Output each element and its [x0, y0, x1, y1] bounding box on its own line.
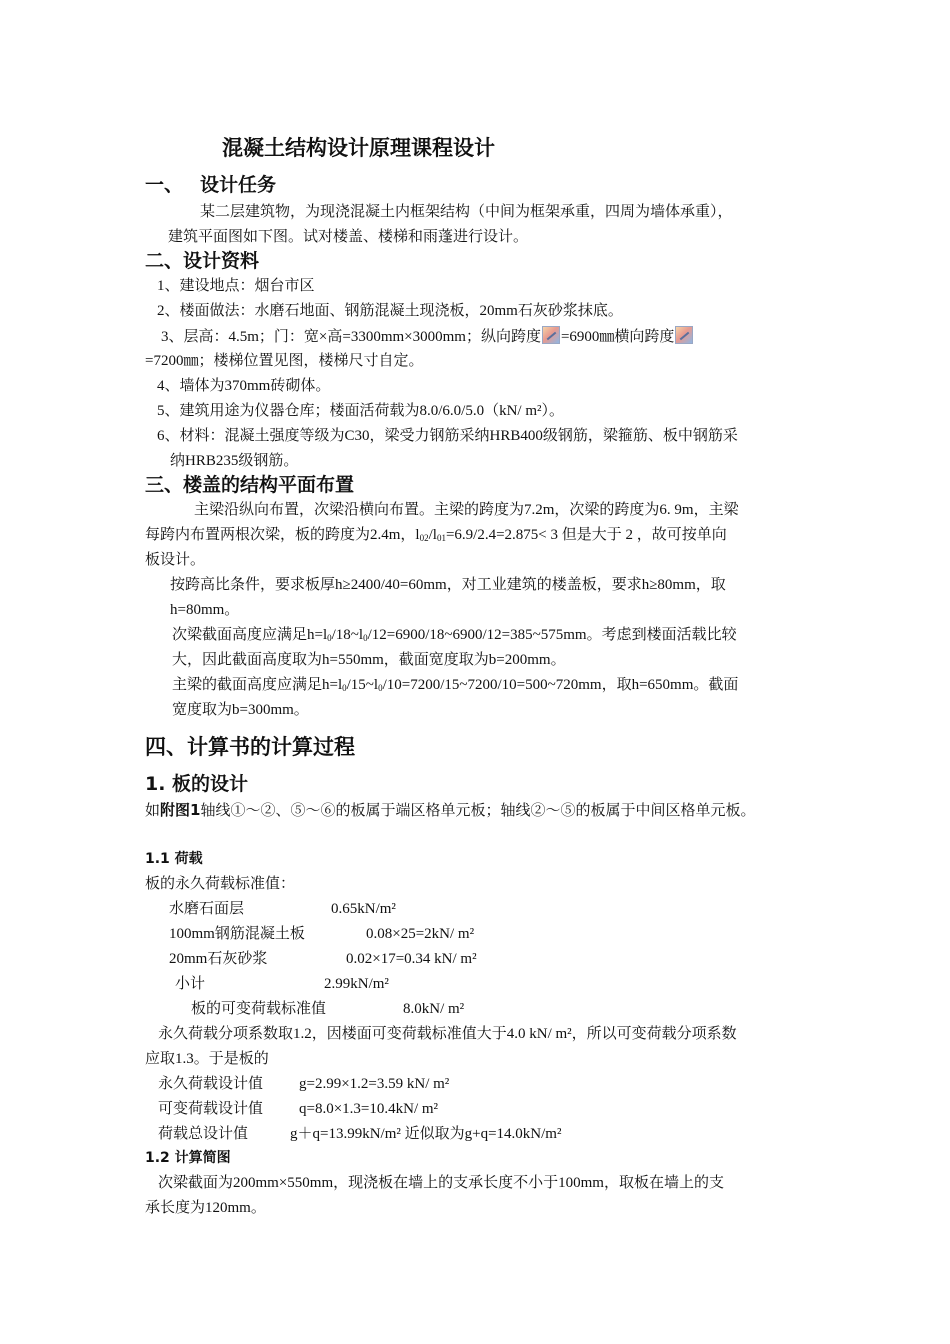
design-row-2-label: 可变荷载设计值: [158, 1101, 264, 1117]
load-row-3-label: 20mm石灰砂浆: [169, 951, 268, 967]
load-row-1-label: 水磨石面层: [169, 901, 245, 917]
subscript: 0: [327, 633, 332, 643]
material-item-1: 1、建设地点：烟台市区: [157, 278, 315, 294]
material-item-6-cont: 纳HRB235级钢筋。: [170, 453, 299, 469]
load-row-3-value: 0.02×17=0.34 kN/ m²: [346, 951, 477, 967]
section-3-line-4: 按跨高比条件，要求板厚h≥2400/40=60mm，对工业建筑的楼盖板，要求h≥80mm，取: [170, 577, 726, 593]
text-run: =6.9/2.4=2.875< 3 但是大于 2 ，故可按单向: [445, 527, 727, 543]
material-item-3: [161, 326, 694, 347]
section-3-line-9: 宽度取为b=300mm。: [172, 702, 309, 718]
text-run: 次梁截面高度应满足h=l: [172, 627, 328, 643]
load-row-2-value: 0.08×25=2kN/ m²: [366, 926, 475, 942]
material-item-3-cont: =7200㎜；楼梯位置见图，楼梯尺寸自定。: [145, 353, 424, 369]
section-2-heading: 二、设计资料: [145, 250, 260, 272]
section-1-paragraph-line-2: 建筑平面图如下图。试对楼盖、楼梯和雨蓬进行设计。: [168, 229, 529, 245]
material-item-5: 5、建筑用途为仪器仓库；楼面活荷载为8.0/6.0/5.0（kN/ m²）。: [157, 403, 565, 419]
material-item-3-part-2: =6900㎜横向跨度: [560, 329, 675, 345]
section-3-line-7: 大，因此截面高度取为h=550mm，截面宽度取为b=200mm。: [172, 652, 566, 668]
section-3-line-6: [172, 625, 737, 648]
text-run: 主梁的截面高度应满足h=l: [172, 677, 343, 693]
subscript: 01: [436, 533, 446, 543]
design-row-1-label: 永久荷载设计值: [158, 1076, 264, 1092]
subsection-1-heading: 1. 板的设计: [145, 773, 249, 795]
subscript: 0: [378, 683, 383, 693]
heading-1-1: 1.1 荷载: [145, 851, 203, 867]
section-1-heading: 设计任务: [200, 174, 277, 196]
load-row-2-label: 100mm钢筋混凝土板: [169, 926, 305, 942]
section-3-line-8: [172, 675, 738, 698]
computation-line-1: 次梁截面为200mm×550mm，现浇板在墙上的支承长度不小于100mm，取板在墙上的支: [158, 1175, 724, 1191]
text-run: /10=7200/15~7200/10=500~720mm，取h=650mm。截面: [382, 677, 739, 693]
load-factor-line-2: 应取1.3。于是板的: [145, 1051, 269, 1067]
text-run: 每跨内布置两根次梁，板的跨度为2.4m，l: [145, 527, 420, 543]
design-row-2-value: q=8.0×1.3=10.4kN/ m²: [299, 1101, 439, 1117]
computation-line-2: 承长度为120mm。: [145, 1200, 266, 1216]
load-factor-line-1: 永久荷载分项系数取1.2，因楼面可变荷载标准值大于4.0 kN/ m²，所以可变荷载分项系数: [158, 1026, 737, 1042]
section-3-line-5: h=80mm。: [170, 602, 240, 618]
text-run: /15~l: [346, 677, 379, 693]
section-3-line-1: 主梁沿纵向布置，次梁沿横向布置。主梁的跨度为7.2m，次梁的跨度为6. 9m，主梁: [194, 502, 739, 518]
section-1-paragraph-line-1: 某二层建筑物，为现浇混凝土内框架结构（中间为框架承重，四周为墙体承重），: [200, 204, 733, 220]
section-3-line-2: [145, 525, 727, 548]
material-item-3-part-1: 3、层高：4.5m；门：宽×高=3300mm×3000mm；纵向跨度: [161, 329, 541, 345]
figure-reference: 附图1: [160, 801, 201, 819]
subscript: 02: [419, 533, 429, 543]
load-row-1-value: 0.65kN/m²: [331, 901, 396, 917]
design-row-1-value: g=2.99×1.2=3.59 kN/ m²: [299, 1076, 450, 1092]
material-item-2: 2、楼面做法：水磨石地面、钢筋混凝土现浇板，20mm石灰砂浆抹底。: [157, 303, 623, 319]
section-1-number: 一、: [145, 174, 184, 196]
image-placeholder-icon: [675, 326, 693, 344]
load-row-4-label: 小计: [175, 976, 206, 992]
text-run: 轴线①～②、⑤～⑥的板属于端区格单元板；轴线②～⑤的板属于中间区格单元板。: [200, 803, 756, 819]
load-row-5-label: 板的可变荷载标准值: [191, 1001, 327, 1017]
load-row-5-value: 8.0kN/ m²: [403, 1001, 465, 1017]
page-title: 混凝土结构设计原理课程设计: [222, 136, 495, 160]
section-3-heading: 三、楼盖的结构平面布置: [145, 474, 355, 496]
image-placeholder-icon: [542, 326, 560, 344]
heading-1-2: 1.2 计算简图: [145, 1150, 231, 1166]
text-run: /12=6900/18~6900/12=385~575mm。考虑到楼面活载比较: [367, 627, 737, 643]
subscript: 0: [342, 683, 347, 693]
text-run: 如: [145, 803, 161, 819]
permanent-load-intro: 板的永久荷载标准值：: [145, 876, 296, 892]
text-run: /18~l: [331, 627, 364, 643]
subscript: 0: [363, 633, 368, 643]
text-run: /l: [428, 527, 437, 543]
design-row-3-label: 荷载总设计值: [158, 1126, 249, 1142]
material-item-4: 4、墙体为370mm砖砌体。: [157, 378, 331, 394]
section-4-heading: 四、计算书的计算过程: [145, 735, 355, 759]
design-row-3-value: g＋q=13.99kN/m² 近似取为g+q=14.0kN/m²: [290, 1126, 562, 1142]
load-row-4-value: 2.99kN/m²: [324, 976, 389, 992]
subsection-1-intro: [145, 800, 755, 821]
section-3-line-3: 板设计。: [145, 552, 206, 568]
material-item-6: 6、材料：混凝土强度等级为C30，梁受力钢筋采纳HRB400级钢筋，梁箍筋、板中钢筋采: [157, 428, 738, 444]
